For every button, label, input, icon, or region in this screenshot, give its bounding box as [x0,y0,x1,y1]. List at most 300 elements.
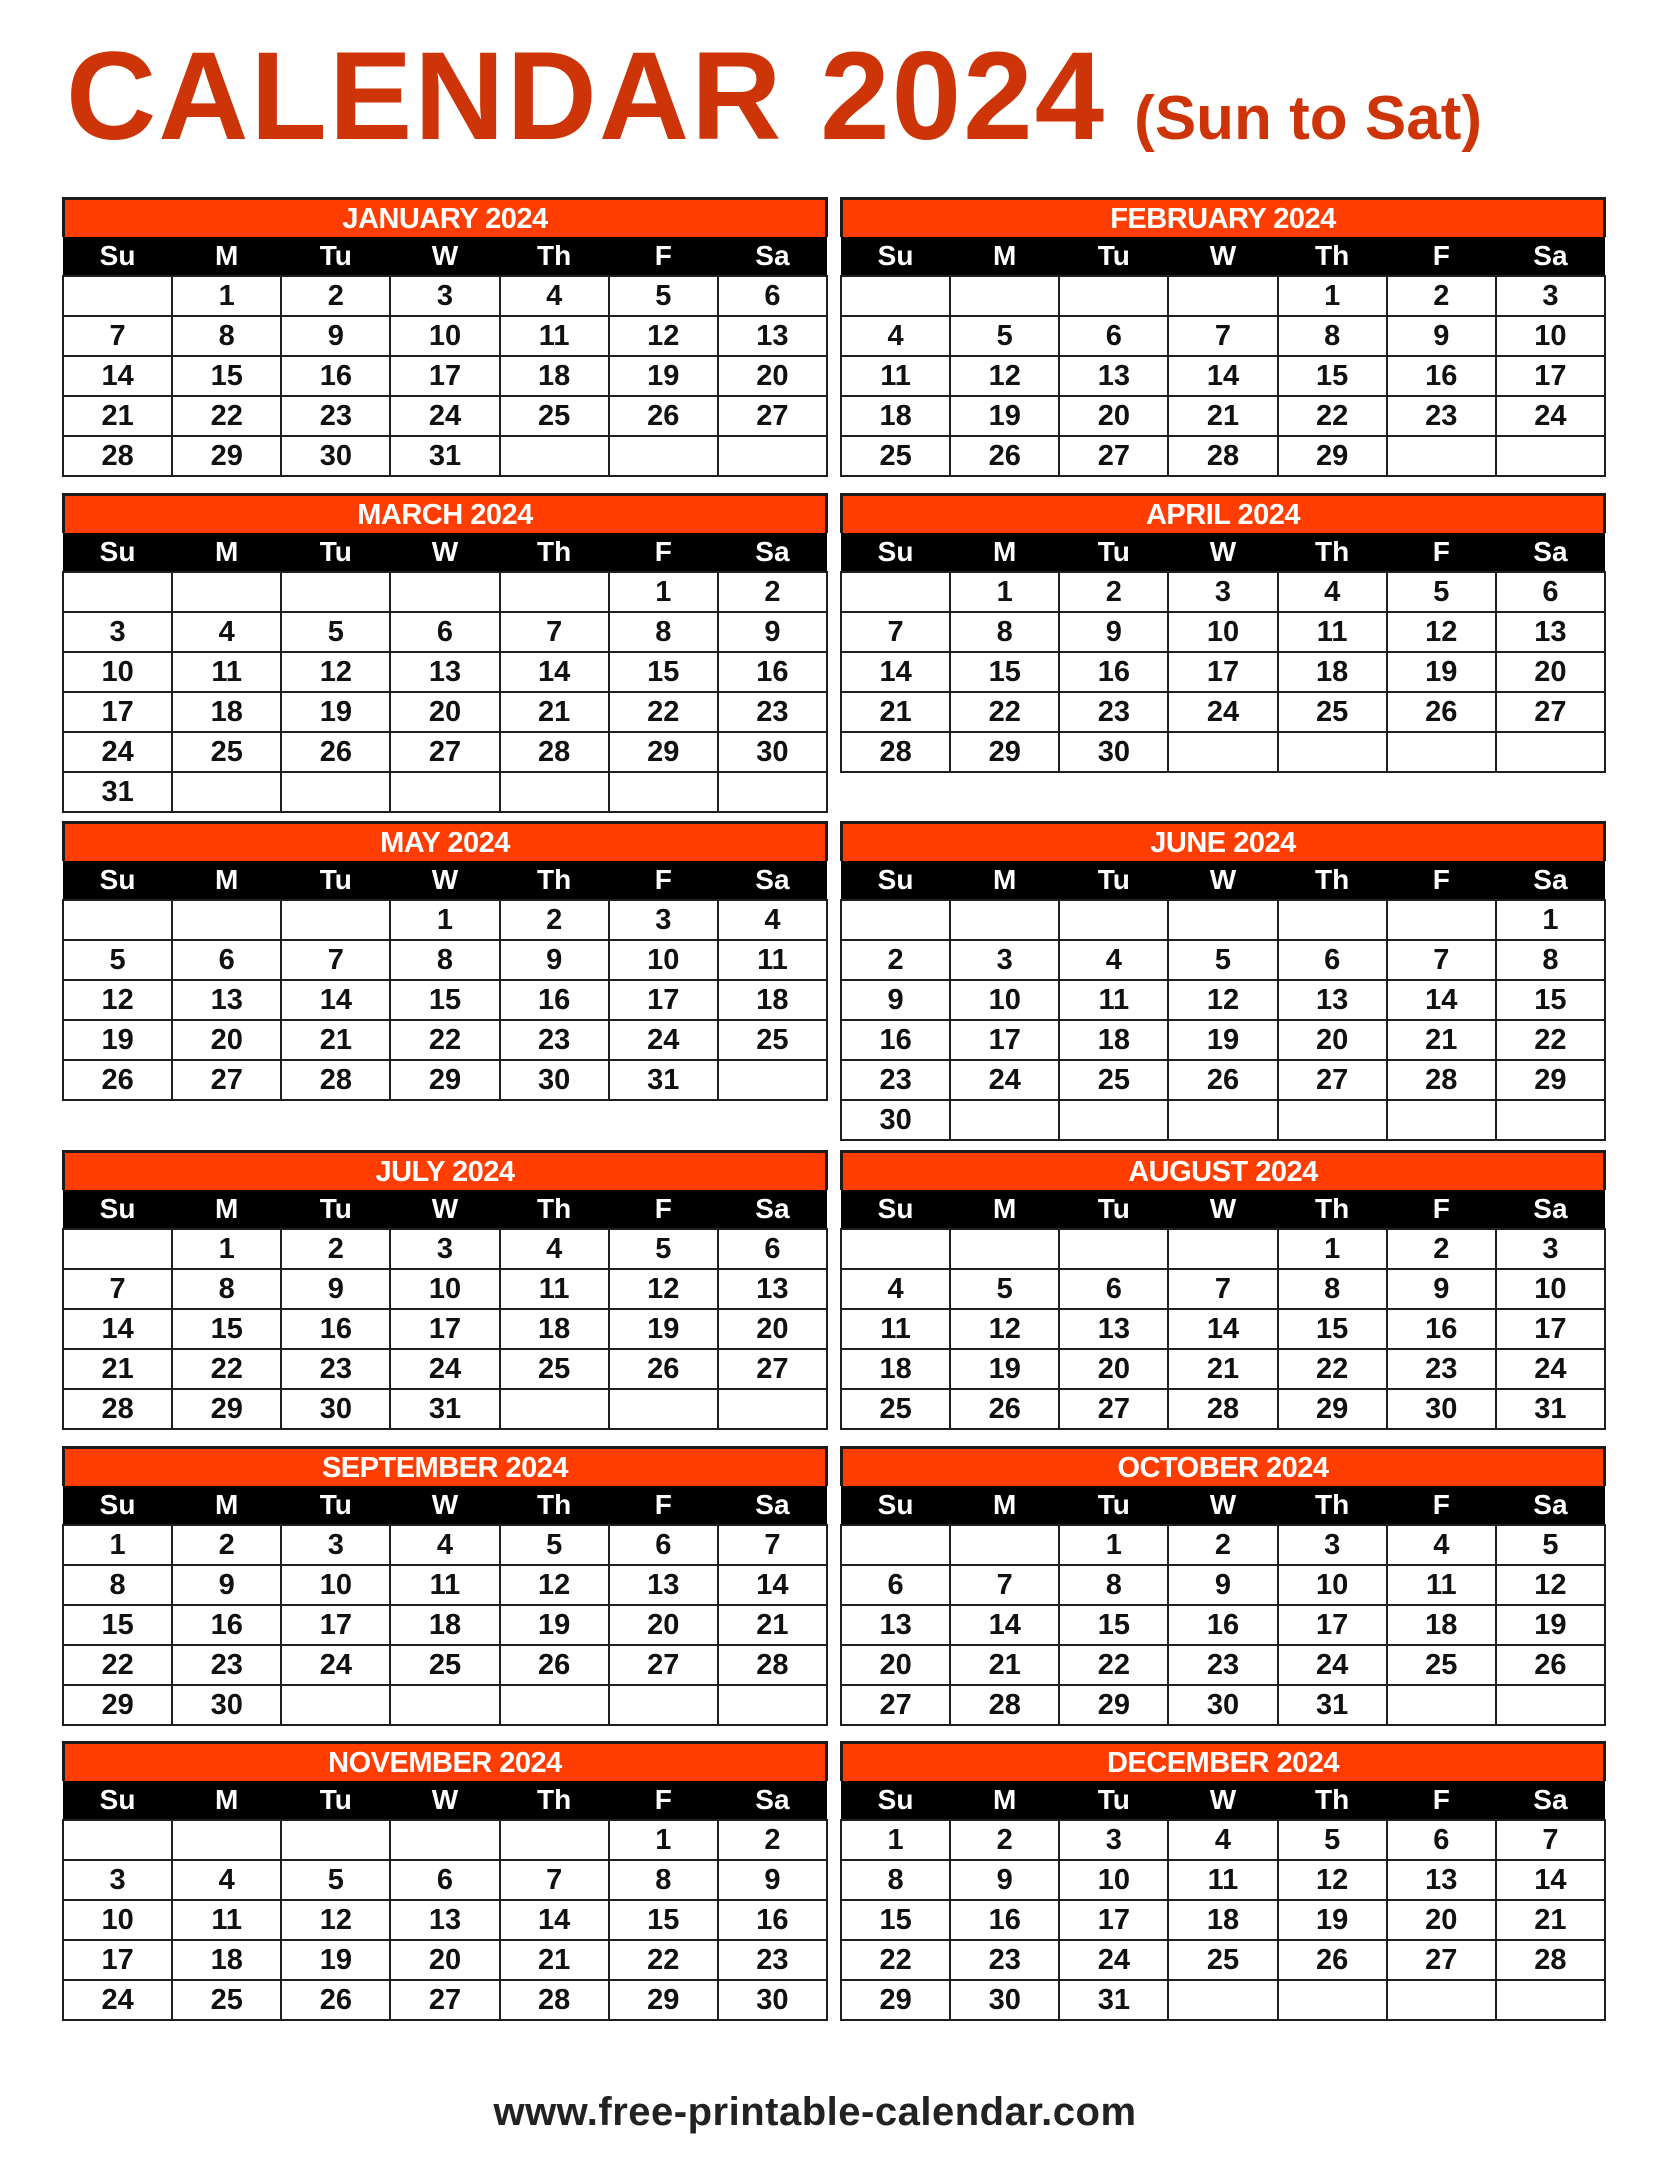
weekday-label: Tu [281,1486,390,1525]
day-cell [1387,1980,1496,2020]
day-cell: 6 [172,940,281,980]
day-cell: 13 [609,1565,718,1605]
day-cell: 6 [841,1565,950,1605]
day-cell: 17 [1168,652,1277,692]
weekday-label: W [1168,861,1277,900]
week-row [841,356,1605,396]
day-cell: 28 [500,1980,609,2020]
weekday-label: W [390,237,499,276]
day-cell: 24 [609,1020,718,1060]
day-cell: 21 [63,396,172,436]
month-header: APRIL 2024 [840,493,1606,533]
week-row [63,1020,827,1060]
month-block [62,1150,828,1430]
day-cell: 8 [1278,316,1387,356]
day-cell: 30 [950,1980,1059,2020]
day-cell: 18 [1059,1020,1168,1060]
day-cell [281,900,390,940]
day-cell: 29 [841,1980,950,2020]
day-cell: 7 [500,612,609,652]
day-cell: 6 [718,276,827,316]
week-row [841,1860,1605,1900]
weekday-label: Th [500,237,609,276]
day-cell: 25 [841,436,950,476]
week-row [63,1820,827,1860]
day-cell [1059,900,1168,940]
weekday-label: W [1168,1486,1277,1525]
day-cell: 1 [841,1820,950,1860]
day-cell: 9 [500,940,609,980]
day-cell: 17 [609,980,718,1020]
day-cell: 24 [950,1060,1059,1100]
day-cell: 8 [390,940,499,980]
day-cell: 5 [609,276,718,316]
day-cell: 16 [718,1900,827,1940]
week-row [63,276,827,316]
day-cell: 13 [1496,612,1605,652]
weekday-label: F [609,1781,718,1820]
week-row [841,1685,1605,1725]
weekday-label: Sa [718,237,827,276]
day-cell: 18 [1278,652,1387,692]
month-block [62,1446,828,1726]
day-cell: 28 [841,732,950,772]
weekday-header-row [63,237,827,276]
weekday-label: Sa [1496,861,1605,900]
day-cell: 8 [63,1565,172,1605]
weekday-label: W [1168,533,1277,572]
day-cell: 21 [1168,1349,1277,1389]
day-cell: 22 [63,1645,172,1685]
day-cell: 23 [841,1060,950,1100]
weekday-label: Tu [1059,1486,1168,1525]
week-row [63,940,827,980]
day-cell: 6 [1059,1269,1168,1309]
weekday-label: Su [63,1781,172,1820]
day-cell [1387,1100,1496,1140]
day-cell: 4 [718,900,827,940]
day-cell: 6 [1496,572,1605,612]
day-cell: 27 [172,1060,281,1100]
day-cell: 22 [609,692,718,732]
weekday-label: Th [1278,237,1387,276]
week-row [63,1860,827,1900]
day-cell: 21 [950,1645,1059,1685]
day-cell: 16 [718,652,827,692]
day-cell: 12 [1496,1565,1605,1605]
day-cell: 22 [390,1020,499,1060]
day-cell: 4 [500,276,609,316]
week-row [841,1309,1605,1349]
day-cell [1168,1100,1277,1140]
day-cell [390,1820,499,1860]
day-cell: 14 [500,1900,609,1940]
day-cell: 24 [281,1645,390,1685]
day-cell: 10 [63,1900,172,1940]
day-cell: 10 [1059,1860,1168,1900]
weekday-label: Sa [718,533,827,572]
day-cell: 21 [500,1940,609,1980]
day-cell: 28 [718,1645,827,1685]
day-cell: 24 [1496,396,1605,436]
day-cell: 5 [281,612,390,652]
day-cell [172,1820,281,1860]
day-cell: 8 [172,1269,281,1309]
weekday-label: Th [500,861,609,900]
weekday-label: Sa [1496,237,1605,276]
day-cell: 7 [1168,316,1277,356]
day-cell: 27 [1496,692,1605,732]
day-cell: 26 [281,732,390,772]
day-cell: 23 [281,1349,390,1389]
day-cell [1387,900,1496,940]
day-cell: 2 [1387,276,1496,316]
day-cell: 27 [1059,1389,1168,1429]
day-cell: 5 [950,316,1059,356]
weekday-label: M [172,1190,281,1229]
day-cell: 20 [841,1645,950,1685]
day-cell: 14 [1496,1860,1605,1900]
day-cell: 2 [950,1820,1059,1860]
day-cell: 22 [841,1940,950,1980]
day-cell: 22 [1278,396,1387,436]
day-cell: 17 [1278,1605,1387,1645]
day-cell: 23 [500,1020,609,1060]
day-cell: 16 [1387,1309,1496,1349]
month-grid [840,533,1606,773]
weekday-label: W [1168,1781,1277,1820]
day-cell [841,900,950,940]
weekday-label: M [172,533,281,572]
day-cell: 15 [172,1309,281,1349]
day-cell: 26 [1278,1940,1387,1980]
day-cell: 13 [718,1269,827,1309]
week-row [841,572,1605,612]
weekday-label: F [1387,237,1496,276]
day-cell: 29 [1059,1685,1168,1725]
day-cell [1059,1229,1168,1269]
weekday-label: Sa [718,1781,827,1820]
day-cell: 7 [63,316,172,356]
day-cell: 9 [1387,1269,1496,1309]
day-cell: 27 [1278,1060,1387,1100]
week-row [841,1020,1605,1060]
month-header: AUGUST 2024 [840,1150,1606,1190]
day-cell: 1 [63,1525,172,1565]
weekday-label: Tu [281,533,390,572]
day-cell: 18 [841,1349,950,1389]
day-cell [1387,732,1496,772]
day-cell [841,1229,950,1269]
day-cell: 16 [1168,1605,1277,1645]
day-cell [609,1389,718,1429]
day-cell: 9 [281,316,390,356]
day-cell: 23 [718,1940,827,1980]
day-cell: 19 [281,1940,390,1980]
day-cell: 18 [718,980,827,1020]
day-cell [609,1685,718,1725]
weekday-label: Th [1278,1486,1387,1525]
day-cell [841,572,950,612]
day-cell: 21 [1168,396,1277,436]
day-cell: 19 [500,1605,609,1645]
day-cell: 16 [281,1309,390,1349]
day-cell: 29 [172,436,281,476]
day-cell: 3 [63,612,172,652]
day-cell: 16 [1059,652,1168,692]
week-row [841,692,1605,732]
weekday-label: M [950,1781,1059,1820]
day-cell: 18 [1168,1900,1277,1940]
day-cell [1059,1100,1168,1140]
day-cell: 6 [609,1525,718,1565]
weekday-label: M [950,1486,1059,1525]
day-cell: 18 [1387,1605,1496,1645]
month-grid [62,533,828,813]
day-cell: 2 [1059,572,1168,612]
day-cell: 22 [609,1940,718,1980]
calendar-title: CALENDAR 2024 [66,27,1107,166]
month-grid [840,1190,1606,1430]
day-cell: 1 [609,572,718,612]
week-row [841,1389,1605,1429]
week-row [63,1269,827,1309]
day-cell: 11 [841,356,950,396]
day-cell: 2 [841,940,950,980]
day-cell: 25 [718,1020,827,1060]
day-cell: 5 [500,1525,609,1565]
day-cell: 11 [500,1269,609,1309]
day-cell [281,1820,390,1860]
weekday-label: Su [63,861,172,900]
day-cell: 5 [1496,1525,1605,1565]
day-cell: 3 [390,1229,499,1269]
day-cell: 5 [1278,1820,1387,1860]
day-cell: 19 [950,396,1059,436]
weekday-label: Tu [281,1781,390,1820]
week-row [63,316,827,356]
month-block [840,1150,1606,1430]
day-cell: 14 [281,980,390,1020]
weekday-label: Tu [1059,237,1168,276]
day-cell: 3 [281,1525,390,1565]
day-cell: 11 [172,652,281,692]
day-cell: 25 [1059,1060,1168,1100]
day-cell: 7 [1387,940,1496,980]
day-cell: 28 [1168,436,1277,476]
week-row [841,436,1605,476]
day-cell: 12 [1278,1860,1387,1900]
week-row [841,1645,1605,1685]
day-cell: 22 [950,692,1059,732]
day-cell: 3 [1059,1820,1168,1860]
day-cell: 26 [1168,1060,1277,1100]
day-cell: 5 [281,1860,390,1900]
day-cell [172,572,281,612]
day-cell [390,772,499,812]
month-grid [62,1781,828,2021]
weekday-label: M [172,1781,281,1820]
day-cell: 22 [172,396,281,436]
day-cell: 1 [950,572,1059,612]
weekday-header-row [841,1781,1605,1820]
day-cell: 27 [390,732,499,772]
weekday-label: M [172,861,281,900]
day-cell: 18 [500,356,609,396]
weekday-label: Tu [281,1190,390,1229]
weekday-header-row [841,237,1605,276]
day-cell: 1 [172,1229,281,1269]
day-cell: 28 [1168,1389,1277,1429]
day-cell: 13 [390,1900,499,1940]
day-cell: 1 [1059,1525,1168,1565]
week-row [63,1389,827,1429]
weekday-label: Th [500,1486,609,1525]
day-cell: 28 [1387,1060,1496,1100]
day-cell [718,1685,827,1725]
weekday-header-row [841,1486,1605,1525]
day-cell: 1 [1278,1229,1387,1269]
day-cell: 25 [841,1389,950,1429]
day-cell: 1 [390,900,499,940]
day-cell: 11 [500,316,609,356]
day-cell: 11 [841,1309,950,1349]
weekday-label: Th [1278,1781,1387,1820]
week-row [63,572,827,612]
day-cell: 29 [609,1980,718,2020]
day-cell: 1 [609,1820,718,1860]
week-row [63,1565,827,1605]
day-cell: 10 [281,1565,390,1605]
day-cell: 8 [172,316,281,356]
day-cell: 10 [1496,1269,1605,1309]
day-cell [500,572,609,612]
day-cell: 13 [718,316,827,356]
day-cell: 1 [1496,900,1605,940]
week-row [63,732,827,772]
month-header: FEBRUARY 2024 [840,197,1606,237]
day-cell: 23 [950,1940,1059,1980]
weekday-label: W [390,861,499,900]
weekday-label: M [172,237,281,276]
day-cell: 30 [718,1980,827,2020]
day-cell: 22 [1496,1020,1605,1060]
day-cell: 15 [609,1900,718,1940]
month-header: NOVEMBER 2024 [62,1741,828,1781]
day-cell: 26 [950,1389,1059,1429]
day-cell: 31 [609,1060,718,1100]
month-header: MARCH 2024 [62,493,828,533]
day-cell: 23 [1387,1349,1496,1389]
month-header: JANUARY 2024 [62,197,828,237]
weekday-label: Sa [1496,1781,1605,1820]
week-row [841,732,1605,772]
week-row [841,1100,1605,1140]
day-cell [1059,276,1168,316]
day-cell: 27 [609,1645,718,1685]
month-block [62,821,828,1101]
day-cell: 20 [172,1020,281,1060]
day-cell: 3 [1496,1229,1605,1269]
footer-url[interactable]: www.free-printable-calendar.com [493,2090,1137,2134]
week-row [63,356,827,396]
weekday-label: Th [500,1190,609,1229]
day-cell: 29 [390,1060,499,1100]
day-cell: 30 [1168,1685,1277,1725]
day-cell: 18 [390,1605,499,1645]
day-cell: 19 [609,1309,718,1349]
day-cell: 22 [1278,1349,1387,1389]
day-cell: 23 [1168,1645,1277,1685]
day-cell: 23 [1059,692,1168,732]
weekday-header-row [63,1190,827,1229]
day-cell: 4 [841,316,950,356]
week-row [841,1349,1605,1389]
day-cell: 22 [172,1349,281,1389]
week-row [63,396,827,436]
day-cell [281,572,390,612]
week-row [841,980,1605,1020]
day-cell: 5 [950,1269,1059,1309]
day-cell: 3 [950,940,1059,980]
day-cell: 6 [1059,316,1168,356]
day-cell: 9 [841,980,950,1020]
weekday-label: Sa [1496,1486,1605,1525]
day-cell: 16 [281,356,390,396]
day-cell: 18 [172,692,281,732]
day-cell: 25 [172,732,281,772]
day-cell: 28 [500,732,609,772]
day-cell: 10 [609,940,718,980]
day-cell: 5 [1387,572,1496,612]
day-cell: 17 [950,1020,1059,1060]
day-cell: 2 [281,276,390,316]
day-cell [1168,276,1277,316]
day-cell: 9 [1168,1565,1277,1605]
day-cell: 25 [1387,1645,1496,1685]
day-cell: 20 [1059,1349,1168,1389]
week-row [841,1060,1605,1100]
day-cell: 13 [1278,980,1387,1020]
day-cell: 28 [281,1060,390,1100]
day-cell: 13 [1387,1860,1496,1900]
week-row [63,1685,827,1725]
day-cell: 4 [390,1525,499,1565]
month-block [840,1446,1606,1726]
day-cell: 25 [1278,692,1387,732]
month-header: DECEMBER 2024 [840,1741,1606,1781]
day-cell [1168,900,1277,940]
day-cell [500,772,609,812]
month-block [62,493,828,813]
week-row [841,1980,1605,2020]
week-row [63,1229,827,1269]
weekday-label: W [390,1190,499,1229]
day-cell: 3 [63,1860,172,1900]
day-cell: 29 [172,1389,281,1429]
month-header: MAY 2024 [62,821,828,861]
week-row [63,1349,827,1389]
day-cell: 10 [390,1269,499,1309]
day-cell: 25 [500,396,609,436]
day-cell [172,772,281,812]
day-cell: 26 [1387,692,1496,732]
day-cell: 19 [1387,652,1496,692]
week-row [841,940,1605,980]
day-cell: 18 [500,1309,609,1349]
day-cell: 19 [1168,1020,1277,1060]
day-cell [609,436,718,476]
